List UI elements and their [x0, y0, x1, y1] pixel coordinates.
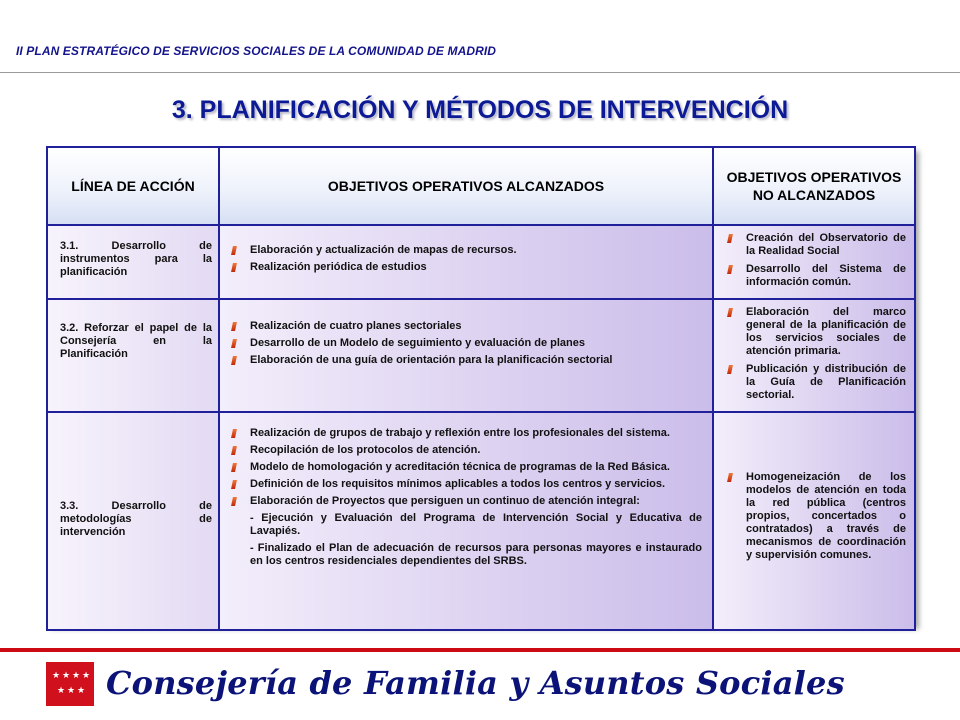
linea-text: 3.1. Desarrollo de instrumentos para la planificación — [60, 240, 212, 278]
list-item: Recopilación de los protocolos de atención. — [230, 444, 702, 457]
bullet-icon — [727, 308, 733, 317]
list-item: Elaboración del marco general de la planificación de los servicios sociales de atención primaria. — [722, 306, 906, 358]
star-icon: ★ — [57, 685, 66, 695]
list-item: Modelo de homologación y acreditación técnica de programas de la Red Básica. — [230, 461, 702, 474]
header-alcanzados: OBJETIVOS OPERATIVOS ALCANZADOS — [219, 147, 713, 225]
list-item: Publicación y distribución de la Guía de Planificación sectorial. — [722, 363, 906, 402]
alcanzados-list — [230, 427, 702, 568]
list-item: Elaboración de Proyectos que persiguen un continuo de atención integral: - Ejecución y Evaluación del Programa de Intervención Social y Educativa de Lavapiés. - Finalizado el Plan de adecuación de recursos para personas mayores e instaurado en los centros residenciales dependientes del SRBS. — [230, 495, 702, 568]
table-row — [47, 225, 915, 299]
no-alcanzados-cell — [713, 225, 915, 299]
alcanzados-cell — [219, 412, 713, 630]
alcanzados-cell — [219, 225, 713, 299]
bullet-icon — [231, 446, 237, 455]
footer-divider — [0, 648, 960, 652]
bullet-icon — [231, 356, 237, 365]
table-row — [47, 299, 915, 412]
list-item: Realización de cuatro planes sectoriales — [230, 320, 702, 333]
list-item: Elaboración de una guía de orientación para la planificación sectorial — [230, 354, 702, 367]
no-alcanzados-list — [722, 471, 906, 562]
bullet-icon — [231, 463, 237, 472]
no-alcanzados-cell — [713, 299, 915, 412]
alcanzados-cell — [219, 299, 713, 412]
list-item: Desarrollo del Sistema de información común. — [722, 263, 906, 289]
linea-text: 3.3. Desarrollo de metodologías de intervención — [60, 499, 212, 538]
star-icon: ★ — [67, 685, 76, 695]
list-item: Creación del Observatorio de la Realidad Social — [722, 232, 906, 258]
bullet-icon — [231, 322, 237, 331]
list-item: Elaboración y actualización de mapas de recursos. — [230, 244, 702, 257]
sub-item: - Ejecución y Evaluación del Programa de Intervención Social y Educativa de Lavapiés. — [250, 512, 702, 537]
objectives-table — [46, 146, 914, 624]
linea-cell — [47, 225, 219, 299]
bullet-icon — [231, 246, 237, 255]
bullet-icon — [231, 339, 237, 348]
bullet-icon — [231, 429, 237, 438]
alcanzados-list — [230, 320, 702, 367]
table-row — [47, 412, 915, 630]
table-header-row — [47, 147, 915, 225]
sub-item: - Finalizado el Plan de adecuación de recursos para personas mayores e instaurado en los centros residenciales dependientes del SRBS. — [250, 542, 702, 567]
bullet-icon — [231, 497, 237, 506]
list-item: Realización de grupos de trabajo y reflexión entre los profesionales del sistema. — [230, 427, 702, 440]
madrid-flag-icon — [46, 662, 94, 706]
star-icon: ★ — [62, 670, 71, 680]
list-item: Desarrollo de un Modelo de seguimiento y evaluación de planes — [230, 337, 702, 350]
linea-text: 3.2. Reforzar el papel de la Consejería en la Planificación — [60, 322, 212, 360]
bullet-icon — [727, 265, 733, 274]
slide-title: 3. PLANIFICACIÓN Y MÉTODOS DE INTERVENCIÓN — [171, 96, 789, 124]
list-item: Homogeneización de los modelos de atención en toda la red pública (centros propios, concertados o contratados) a través de mecanismos de coordinación y supervisión comunes. — [722, 471, 906, 562]
bullet-icon — [727, 473, 733, 482]
header-no-alcanzados: OBJETIVOS OPERATIVOS NO ALCANZADOS — [713, 147, 915, 225]
bullet-icon — [231, 263, 237, 272]
no-alcanzados-list — [722, 306, 906, 402]
department-name: Consejería de Familia y Asuntos Sociales — [106, 664, 845, 702]
no-alcanzados-list — [722, 232, 906, 289]
star-icon: ★ — [82, 670, 91, 680]
plan-title: II PLAN ESTRATÉGICO DE SERVICIOS SOCIALES DE LA COMUNIDAD DE MADRID — [16, 44, 497, 58]
linea-cell — [47, 299, 219, 412]
header-divider — [0, 72, 960, 73]
star-icon: ★ — [72, 670, 81, 680]
bullet-icon — [231, 480, 237, 489]
bullet-icon — [727, 234, 733, 243]
header-linea: LÍNEA DE ACCIÓN — [47, 147, 219, 225]
linea-cell — [47, 412, 219, 630]
no-alcanzados-cell — [713, 412, 915, 630]
star-icon: ★ — [77, 685, 86, 695]
bullet-icon — [727, 365, 733, 374]
list-item: Definición de los requisitos mínimos aplicables a todos los centros y servicios. — [230, 478, 702, 491]
list-item: Realización periódica de estudios — [230, 261, 702, 274]
alcanzados-list — [230, 244, 702, 274]
star-icon: ★ — [52, 670, 61, 680]
